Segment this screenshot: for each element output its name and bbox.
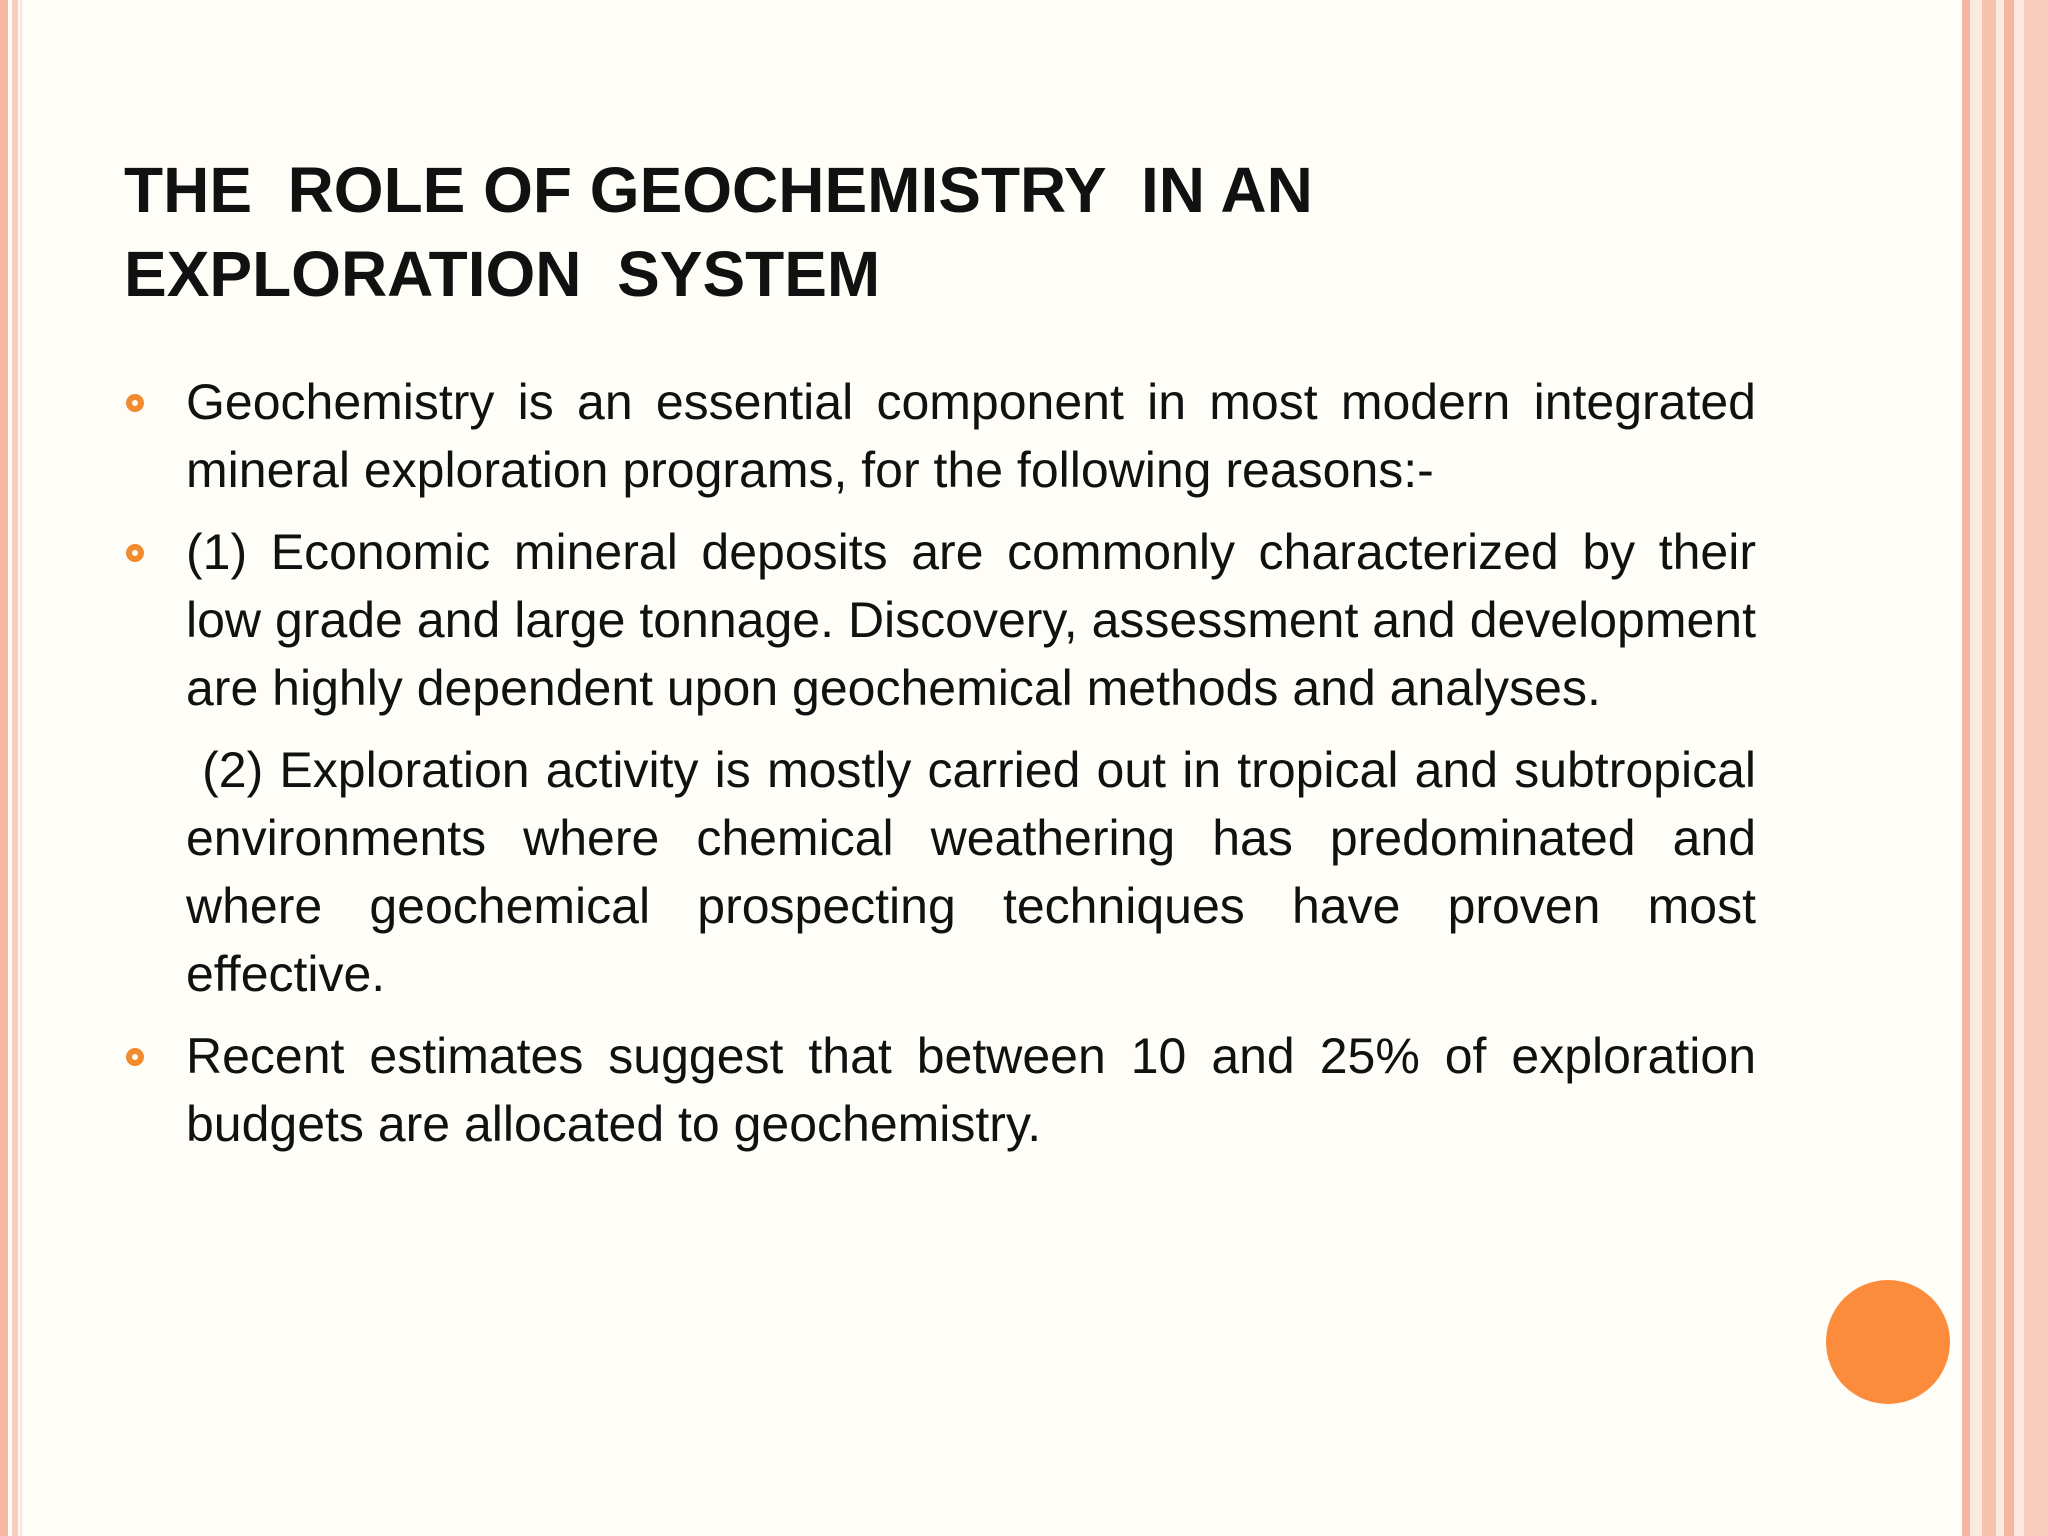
bullet-item — [124, 518, 1756, 722]
right-border-stripe — [1962, 0, 1970, 1536]
circle-bullet-icon — [126, 1048, 144, 1066]
slide-body — [124, 368, 1770, 1172]
left-border-stripe — [20, 0, 22, 1536]
circle-bullet-icon — [126, 394, 144, 412]
left-border-stripe — [12, 0, 18, 1536]
paragraph-text: (2) Exploration activity is mostly carried out in tropical and subtropical environments where chemical weathering has predominated and where geochemical prospecting techniques have proven most effective. — [186, 742, 1770, 1002]
left-border-stripe — [0, 0, 8, 1536]
right-border-stripe — [2024, 0, 2048, 1536]
bullet-text: Geochemistry is an essential component in most modern integrated mineral exploration programs, for the following reasons:- — [186, 374, 1756, 498]
slide-title: THE ROLE OF GEOCHEMISTRY IN AN EXPLORATION SYSTEM — [124, 154, 1313, 310]
orange-circle-decoration — [1826, 1280, 1950, 1404]
continuation-paragraph — [124, 736, 1770, 1008]
bullet-text: Recent estimates suggest that between 10 and 25% of exploration budgets are allocated to geochemistry. — [186, 1028, 1756, 1152]
bullet-item — [124, 368, 1756, 504]
bullet-text: (1) Economic mineral deposits are commonly characterized by their low grade and large tonnage. Discovery, assessment and development are highly dependent upon geochemical methods and analyses. — [186, 524, 1756, 716]
right-border-stripe — [1982, 0, 1996, 1536]
right-border-stripe — [2004, 0, 2014, 1536]
bullet-item — [124, 1022, 1756, 1158]
circle-bullet-icon — [126, 544, 144, 562]
